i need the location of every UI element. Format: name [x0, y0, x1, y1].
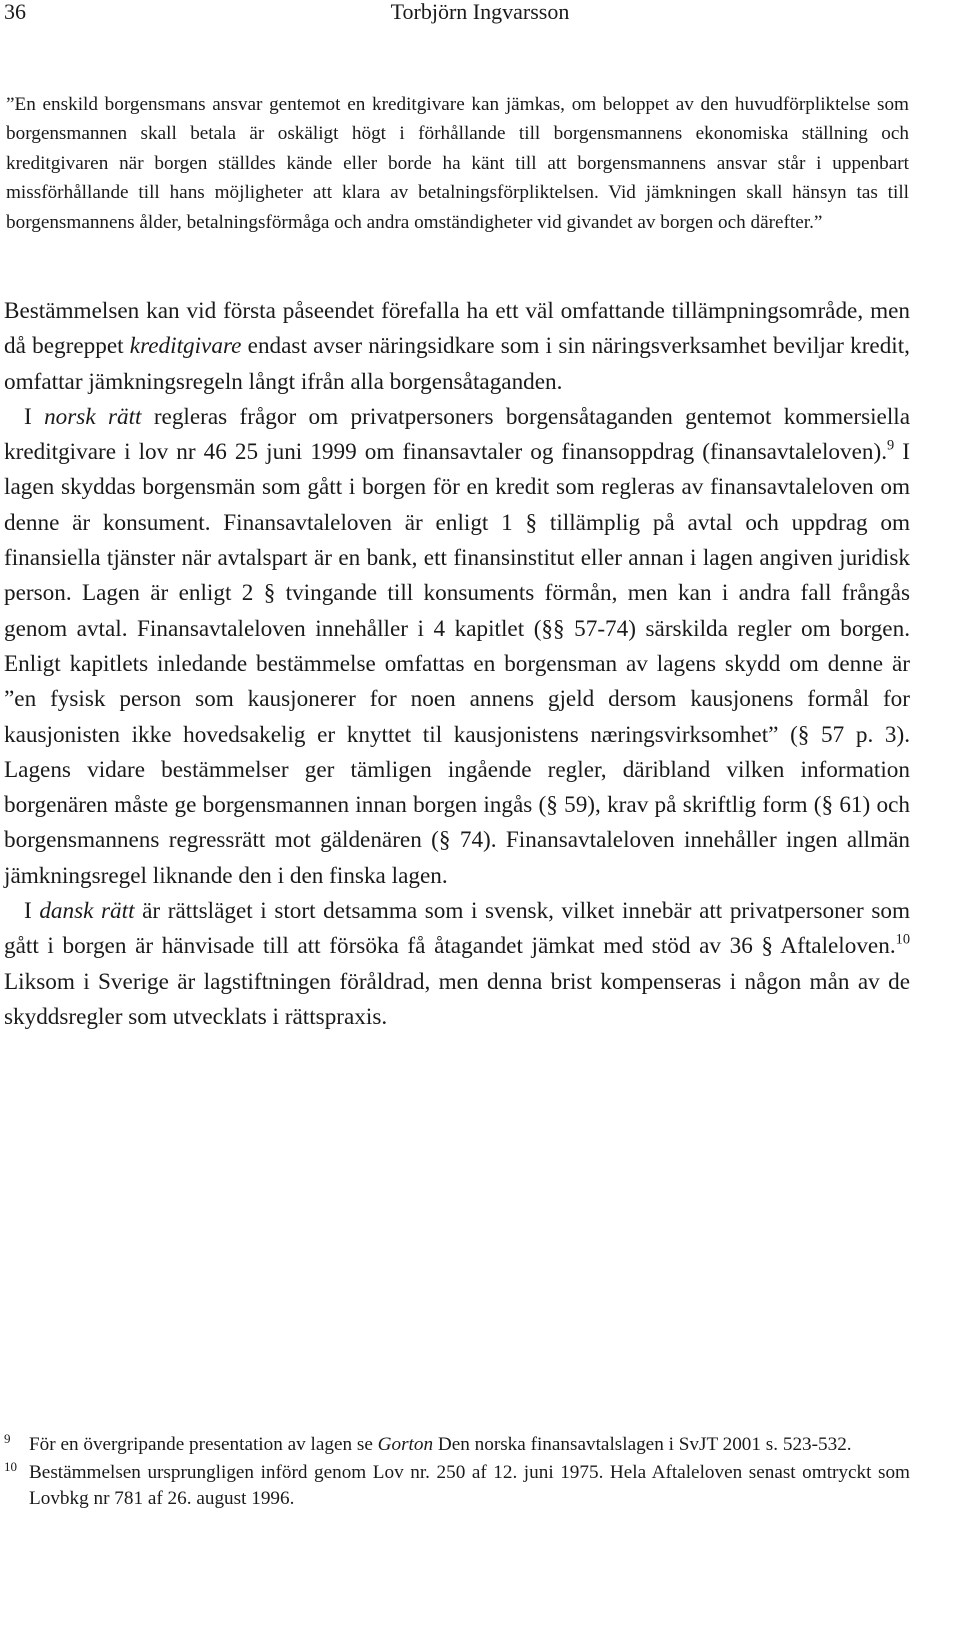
paragraph-1-text-a: Bestämmelsen kan vid första påseendet förefalla ha ett väl omfattande tillämpningsområde, men då begreppet — [4, 298, 910, 360]
footnote-text — [29, 1432, 910, 1458]
footnotes — [4, 1432, 910, 1515]
footnote-marker: 9 — [4, 1431, 11, 1446]
paragraph-1 — [4, 294, 910, 400]
page-number: 36 — [4, 0, 26, 24]
footnote-ref-9[interactable]: 9 — [887, 437, 895, 454]
page-header — [0, 0, 960, 30]
block-quote — [6, 90, 909, 237]
footnote-text-c: Den norska finansavtalslagen i SvJT 2001 s. 523-532. — [433, 1434, 852, 1455]
footnote-10 — [4, 1460, 910, 1512]
footnote-author: Gorton — [377, 1434, 434, 1455]
paragraph-2-text-d: I lagen skyddas borgensmän som gått i borgen för en kredit som regleras av finansavtaleloven om denne är konsument. Finansavtaleloven är enligt 1 § tillämplig på avtal och uppdrag om finansiella tjänster när avtalspart är en bank, ett finansinstitut eller annan i lagen angiven juridisk person. Lagen är enligt 2 § tvingande till konsuments förmån, men kan i andra fall frångås genom avtal. Finansavtaleloven innehåller i 4 kapitlet (§§ 57-74) särskilda regler om borgen. Enligt kapitlets inledande bestämmelse omfattas en borgensman av lagens skydd om denne är ”en fysisk person som kausjonerer for noen annens gjeld dersom kausjonens formål for kausjonisten ikke hovedsakelig er knyttet til kausjonistens næringsvirksomhet” (§ 57 p. 3). Lagens vidare bestämmelser ger tämligen ingående regler, däribland vilken information borgenären måste ge borgensmannen innan borgen ingås (§ 59), krav på skriftlig form (§ 61) och borgensmannens regressrätt mot gäldenären (§ 74). Finansavtaleloven innehåller ingen allmän jämkningsregel liknande den i den finska lagen. — [4, 439, 910, 889]
paragraph-2-text-a: I — [24, 403, 45, 430]
paragraph-1-text-c: endast avser näringsidkare som i sin näringsverksamhet beviljar kredit, omfattar jämkningsregeln långt ifrån alla borgensåtaganden. — [4, 333, 910, 395]
paragraph-2 — [4, 400, 910, 894]
footnote-text: Bestämmelsen ursprungligen införd genom Lov nr. 250 af 12. juni 1975. Hela Aftaleloven senast omtryckt som Lovbkg nr 781 af 26. august 1996. — [29, 1462, 910, 1510]
paragraph-2-text-c: regleras frågor om privatpersoners borgensåtaganden gentemot kommersiella kreditgivare i lov nr 46 25 juni 1999 om finansavtaler og finansoppdrag (finansavtaleloven). — [4, 403, 910, 466]
quote-text: ”En enskild borgensmans ansvar gentemot en kreditgivare kan jämkas, om beloppet av den huvudförpliktelse som borgensmannen skall betala är oskäligt högt i förhållande till borgensmannens ekonomiska ställning och kreditgivaren när borgen ställdes kände eller borde ha känt till att borgensmannens ansvar står i uppenbart missförhållande till hans möjligheter att klara av betalningsförpliktelsen. Vid jämkningen skall hänsyn tas till borgensmannens ålder, betalningsförmåga och andra omständigheter vid givandet av borgen och därefter.” — [6, 94, 909, 233]
footnote-marker: 10 — [4, 1459, 17, 1475]
footnote-ref-10[interactable]: 10 — [895, 932, 910, 948]
paragraph-1-italic: kreditgivare — [129, 333, 242, 360]
running-head: Torbjörn Ingvarsson — [390, 0, 570, 24]
footnote-text-a: För en övergripande presentation av lagen se — [29, 1434, 378, 1455]
paragraph-3-text-c: är rättsläget i stort detsamma som i svensk, vilket innebär att privatpersoner som gått i borgen är hänvisade till att försöka få åtagandet jämkat med stöd av 36 § Aftaleloven. — [4, 898, 910, 960]
footnote-9 — [4, 1432, 910, 1458]
paragraph-2-italic: norsk rätt — [44, 403, 142, 430]
paragraph-3-text-a: I — [24, 898, 40, 925]
paragraph-3 — [4, 894, 910, 1035]
paragraph-3-italic: dansk rätt — [39, 898, 135, 925]
body-text — [4, 294, 910, 1035]
paragraph-3-text-d: Liksom i Sverige är lagstiftningen föråldrad, men denna brist kompenseras i någon mån av de skyddsregler som utvecklats i rättspraxis. — [4, 968, 910, 1030]
